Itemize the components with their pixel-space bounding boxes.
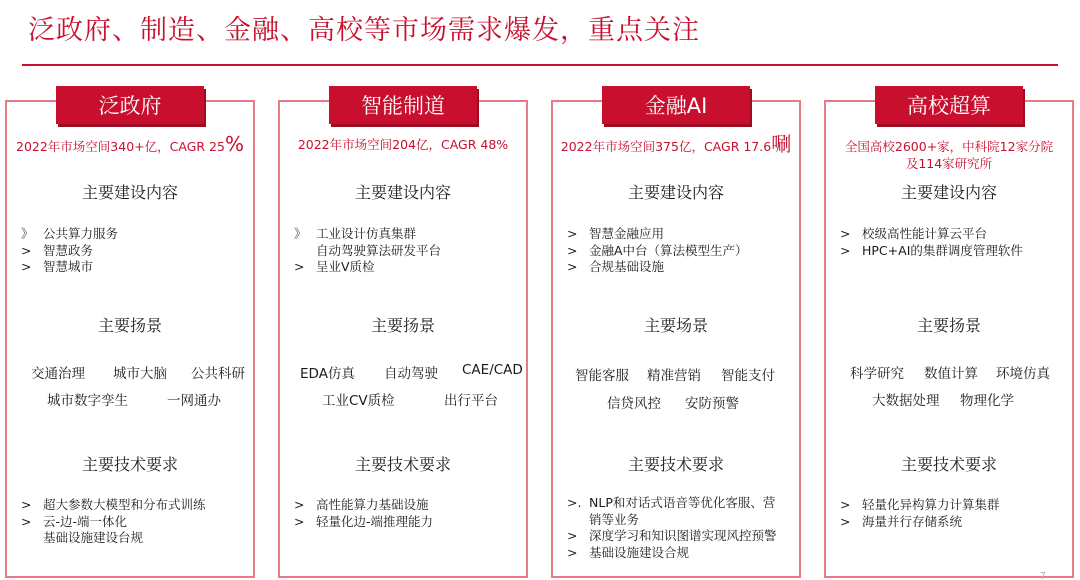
scenes-title: 主要扬景 [370, 316, 435, 335]
construction-title: 主要建设内容 [900, 183, 997, 202]
construction-list [294, 226, 520, 276]
column-government [5, 94, 255, 578]
market-size [280, 136, 526, 153]
market-size [826, 138, 1072, 172]
tech-title: 主要技术要求 [900, 455, 997, 474]
column-header: 泛政府 [56, 86, 204, 124]
scene-tag: 出行平台 [444, 393, 498, 409]
list-item [840, 514, 1066, 531]
scene-tag: 智能客服 [575, 368, 629, 384]
list-item-text: 基础设施建设台规 [43, 530, 144, 545]
construction-list [21, 226, 247, 276]
tech-list [567, 495, 793, 561]
list-item-text: 自动驾驶算法研发平台 [316, 242, 442, 258]
market-text: 2022年市场空间375亿，CAGR 17.6 [560, 139, 772, 154]
scene-tag: 数值计算 [924, 366, 978, 382]
list-marker: 》 [294, 226, 307, 241]
list-marker: > [567, 226, 578, 241]
list-marker: > [567, 528, 578, 543]
list-item [294, 514, 520, 531]
list-item [567, 512, 793, 529]
column-header: 智能制道 [329, 86, 477, 124]
tech-title: 主要技术要求 [354, 455, 451, 474]
page-number: 7 [1039, 571, 1046, 580]
list-marker: > [567, 242, 578, 258]
scene-tag: 智能支付 [721, 368, 775, 384]
list-item-text: 智慧城市 [43, 259, 94, 274]
list-marker: > [21, 259, 32, 274]
list-item [21, 259, 247, 276]
list-item-text: 高性能算力基础设施 [316, 497, 429, 512]
market-text-line2: 及114家研究所 [905, 156, 993, 171]
market-size [7, 132, 253, 156]
tech-list [294, 497, 520, 530]
scene-tag: 工业CV质检 [322, 393, 395, 409]
scene-tag: 城市数字孪生 [47, 393, 128, 409]
title-divider [22, 64, 1058, 66]
list-item-text: 深度学习和知识图谱实现风控预警 [589, 528, 777, 543]
scene-tag: 物理化学 [960, 393, 1014, 409]
tech-title: 主要技术要求 [627, 455, 724, 474]
list-marker: >. [567, 495, 582, 510]
list-item-text: 金融A中台（算法模型生产） [589, 242, 748, 258]
list-item [567, 259, 793, 276]
list-marker: > [567, 544, 578, 560]
tech-title: 主要技术要求 [81, 455, 178, 474]
list-item-text: 海量并行存储系统 [862, 513, 963, 529]
scene-tag: CAE/CAD [462, 362, 523, 378]
construction-title: 主要建设内容 [81, 183, 178, 202]
list-marker: > [294, 497, 305, 512]
list-item-text: 校级高性能计算云平台 [862, 226, 988, 241]
construction-list [840, 226, 1066, 259]
column-universities [824, 94, 1074, 578]
scene-tag: 精准营销 [647, 368, 701, 384]
column-header: 高校超算 [875, 86, 1023, 124]
list-item-text: 基础设施建设合规 [589, 544, 690, 560]
market-size [553, 132, 799, 156]
list-marker: > [840, 242, 851, 258]
list-item-text: 工业设计仿真集群 [316, 226, 417, 241]
list-item-text: 云-边-端一体化 [43, 513, 128, 529]
list-item [21, 243, 247, 260]
list-item-text: HPC+AI的集群调度管理软件 [862, 242, 1023, 258]
scene-tag: 科学研究 [850, 366, 904, 382]
column-header: 金融AI [602, 86, 750, 124]
list-item-text: 智慧金融应用 [589, 226, 665, 241]
list-marker: > [567, 259, 578, 274]
list-item [567, 495, 793, 512]
list-marker: 》 [21, 226, 34, 241]
list-item-text: 超大参数大模型和分布式训练 [43, 497, 206, 512]
list-item-text: 合规基础设施 [589, 259, 665, 274]
list-item-text: 智慧政务 [43, 242, 94, 258]
scenes-title: 主要扬景 [97, 316, 162, 335]
list-marker: > [294, 513, 305, 529]
market-text: 2022年市场空间340+亿，CAGR 25 [16, 139, 225, 154]
list-marker: > [21, 242, 32, 258]
list-marker: > [294, 259, 305, 274]
list-item [294, 243, 520, 260]
list-item [21, 514, 247, 531]
scene-tag: 安防预警 [685, 396, 739, 412]
scene-tag: 交通治理 [31, 366, 85, 382]
column-finance [551, 94, 801, 578]
tech-list [21, 497, 247, 547]
list-item [840, 226, 1066, 243]
list-item-text: 呈业V质检 [316, 259, 375, 274]
list-item-text: 轻量化边-端推理能力 [316, 513, 434, 529]
list-item [567, 545, 793, 562]
list-item-text: 公共算力服务 [43, 226, 119, 241]
list-item [21, 530, 247, 547]
scenes-title: 主要扬景 [916, 316, 981, 335]
scene-tag: 信贷风控 [607, 396, 661, 412]
scene-tag: 环境仿真 [996, 366, 1050, 382]
list-marker: > [21, 497, 32, 512]
list-marker: > [840, 497, 851, 512]
construction-title: 主要建设内容 [354, 183, 451, 202]
scene-tag: 大数据处理 [872, 393, 940, 409]
list-marker: > [21, 513, 32, 529]
construction-list [567, 226, 793, 276]
column-manufacturing [278, 94, 528, 578]
list-item [567, 528, 793, 545]
scene-tag: 一网通办 [167, 393, 221, 409]
list-item-text: 销等业务 [589, 511, 640, 527]
list-item [294, 259, 520, 276]
list-item [840, 497, 1066, 514]
list-item [294, 226, 520, 243]
tech-list [840, 497, 1066, 530]
list-item [294, 497, 520, 514]
list-item [567, 226, 793, 243]
list-item [840, 243, 1066, 260]
market-text-tail: 唰 [771, 132, 792, 156]
market-text: 2022年市场空间204亿，CAGR 48% [297, 137, 509, 152]
list-item-text: NLP和对话式语音等优化客服、营 [589, 495, 776, 510]
list-item [21, 497, 247, 514]
list-item [21, 226, 247, 243]
construction-title: 主要建设内容 [627, 183, 724, 202]
scene-tag: 城市大脑 [113, 366, 167, 382]
list-item-text: 轻量化异构算力计算集群 [862, 497, 1000, 512]
scene-tag: 公共科研 [191, 366, 245, 382]
list-item [567, 243, 793, 260]
scenes-title: 主要场景 [643, 316, 708, 335]
list-marker: > [840, 513, 851, 529]
scene-tag: EDA仿真 [300, 366, 355, 382]
market-text: 全国高校2600+家，中科院12家分院 [844, 139, 1054, 154]
page-title: 泛政府、制造、金融、高校等市场需求爆发，重点关注 [28, 15, 700, 46]
scene-tag: 自动驾驶 [384, 366, 438, 382]
list-marker: > [840, 226, 851, 241]
market-text-tail: % [224, 132, 244, 156]
